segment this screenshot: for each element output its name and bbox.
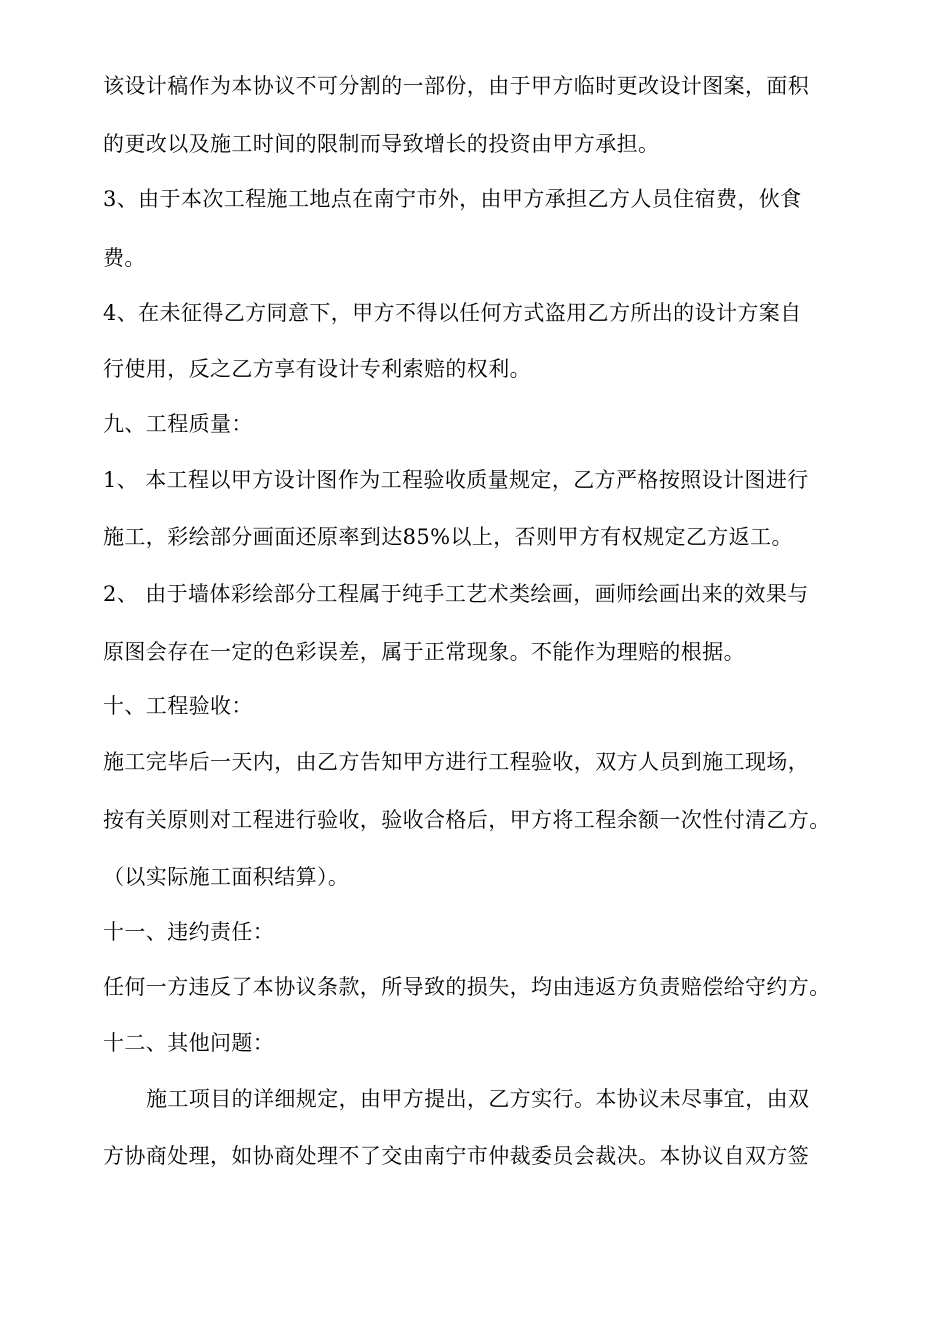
quality-clause-2-line-1: 2、 由于墙体彩绘部分工程属于纯手工艺术类绘画，画师绘画出来的效果与 (103, 582, 809, 606)
acceptance-line-1: 施工完毕后一天内，由乙方告知甲方进行工程验收，双方人员到施工现场， (103, 750, 810, 774)
acceptance-line-2: 按有关原则对工程进行验收，验收合格后，甲方将工程余额一次性付清乙方。 (103, 808, 831, 832)
clause-3-line-1: 3、由于本次工程施工地点在南宁市外，由甲方承担乙方人员住宿费，伙食 (103, 187, 802, 211)
clause-3-line-2: 费。 (103, 246, 146, 270)
other-line-2: 方协商处理，如协商处理不了交由南宁市仲裁委员会裁决。本协议自双方签 (103, 1144, 810, 1168)
section-heading-breach: 十一、违约责任： (103, 920, 275, 944)
acceptance-line-3: （以实际施工面积结算）。 (103, 865, 350, 889)
quality-clause-1-line-2: 施工，彩绘部分画面还原率到达85%以上，否则甲方有权规定乙方返工。 (103, 525, 793, 549)
clause-4-line-2: 行使用，反之乙方享有设计专利索赔的权利。 (103, 357, 531, 381)
other-line-1: 施工项目的详细规定，由甲方提出，乙方实行。本协议未尽事宜，由双 (146, 1087, 810, 1111)
breach-line-1: 任何一方违反了本协议条款，所导致的损失，均由违返方负责赔偿给守约方。 (103, 975, 831, 999)
clause-4-line-1: 4、在未征得乙方同意下，甲方不得以任何方式盗用乙方所出的设计方案自 (103, 301, 802, 325)
section-heading-quality: 九、工程质量： (103, 412, 253, 436)
section-heading-other: 十二、其他问题： (103, 1031, 275, 1055)
quality-clause-2-line-2: 原图会存在一定的色彩误差，属于正常现象。不能作为理赔的根据。 (103, 640, 745, 664)
paragraph-line-1: 该设计稿作为本协议不可分割的一部份，由于甲方临时更改设计图案，面积 (103, 74, 810, 98)
paragraph-line-2: 的更改以及施工时间的限制而导致增长的投资由甲方承担。 (103, 132, 660, 156)
quality-clause-1-line-1: 1、 本工程以甲方设计图作为工程验收质量规定，乙方严格按照设计图进行 (103, 468, 809, 492)
section-heading-acceptance: 十、工程验收： (103, 694, 253, 718)
